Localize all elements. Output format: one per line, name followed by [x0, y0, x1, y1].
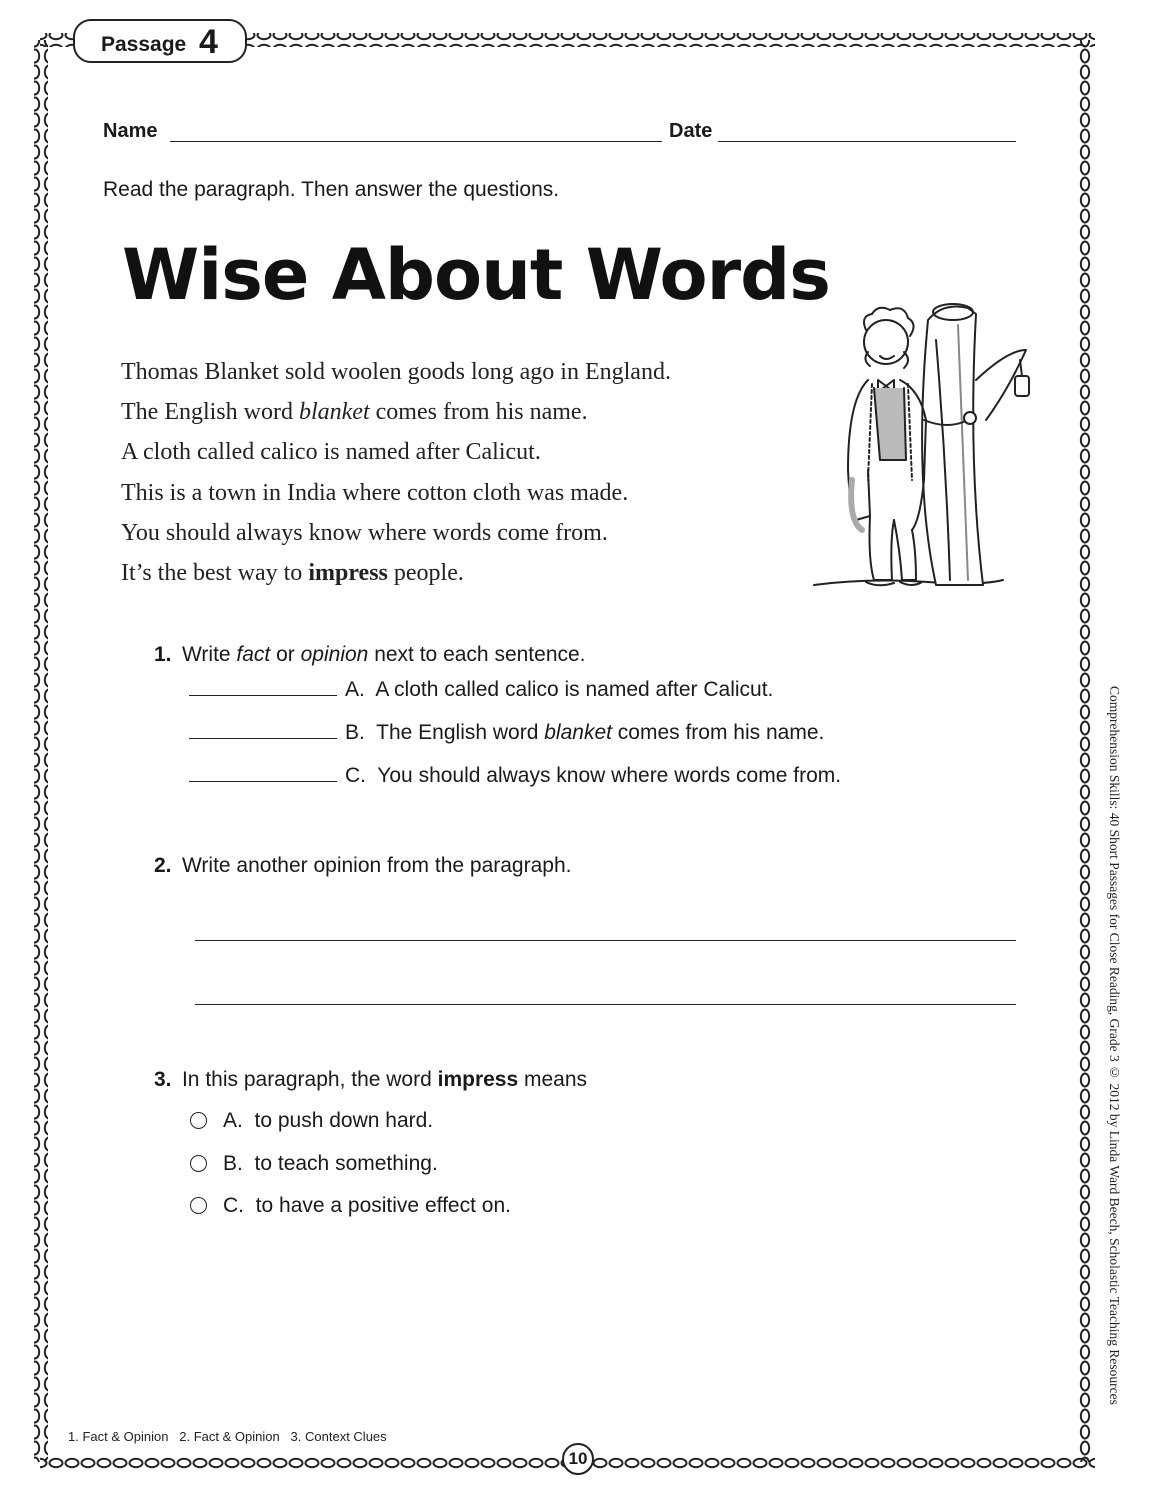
passage-number: 4: [199, 23, 218, 61]
answer-blank[interactable]: [189, 677, 337, 696]
question-2: [154, 854, 571, 878]
date-field[interactable]: [718, 141, 1016, 142]
name-field[interactable]: [170, 141, 662, 142]
passage-tab: [73, 19, 247, 63]
q3-option-b[interactable]: B. to teach something.: [190, 1152, 438, 1176]
instructions: Read the paragraph. Then answer the questions.: [103, 178, 560, 201]
q1-item-c: C. You should always know where words come from.: [189, 763, 841, 788]
copyright-notice: Comprehension Skills: 40 Short Passages for Close Reading, Grade 3 © 2012 by Linda Ward Beech, Scholastic Teaching Resources: [1107, 686, 1122, 1405]
man-with-blanket-illustration: [808, 280, 1038, 610]
q1-item-b: B. The English word blanket comes from his name.: [189, 720, 824, 745]
q1-item-a: A. A cloth called calico is named after Calicut.: [189, 677, 773, 702]
question-number: 2.: [154, 854, 172, 877]
question-1: [154, 643, 586, 667]
q3-option-c[interactable]: C. to have a positive effect on.: [190, 1194, 511, 1218]
question-text: Write another opinion from the paragraph.: [181, 854, 572, 877]
question-number: 3.: [154, 1068, 172, 1091]
paragraph-line: You should always know where words come from.: [121, 519, 608, 546]
reading-paragraph: [121, 352, 821, 593]
radio-circle-icon[interactable]: [190, 1155, 207, 1172]
paragraph-line: Thomas Blanket sold woolen goods long ago in England.: [121, 359, 671, 385]
paragraph-line: It’s the best way to impress people.: [121, 560, 464, 587]
answer-line-1[interactable]: [195, 940, 1016, 941]
radio-circle-icon[interactable]: [190, 1112, 207, 1129]
answer-blank[interactable]: [189, 763, 337, 782]
date-label: Date: [669, 120, 713, 142]
paragraph-line: A cloth called calico is named after Calicut.: [121, 439, 541, 466]
q3-option-a[interactable]: A. to push down hard.: [190, 1109, 433, 1133]
skills-footer: 1. Fact & Opinion 2. Fact & Opinion 3. Context Clues: [68, 1429, 387, 1444]
question-text: Write fact or opinion next to each sentence.: [181, 643, 586, 666]
question-number: 1.: [154, 643, 172, 666]
answer-blank[interactable]: [189, 720, 337, 739]
page-number: 10: [562, 1443, 594, 1475]
radio-circle-icon[interactable]: [190, 1197, 207, 1214]
paragraph-line: This is a town in India where cotton cloth was made.: [121, 479, 629, 506]
question-text: In this paragraph, the word impress means: [181, 1068, 588, 1091]
page-title: Wise About Words: [122, 234, 830, 316]
question-3: [154, 1068, 587, 1092]
answer-line-2[interactable]: [195, 1004, 1016, 1005]
passage-label: Passage: [101, 33, 187, 56]
paragraph-line: The English word blanket comes from his name.: [121, 399, 588, 426]
name-label: Name: [103, 120, 158, 142]
